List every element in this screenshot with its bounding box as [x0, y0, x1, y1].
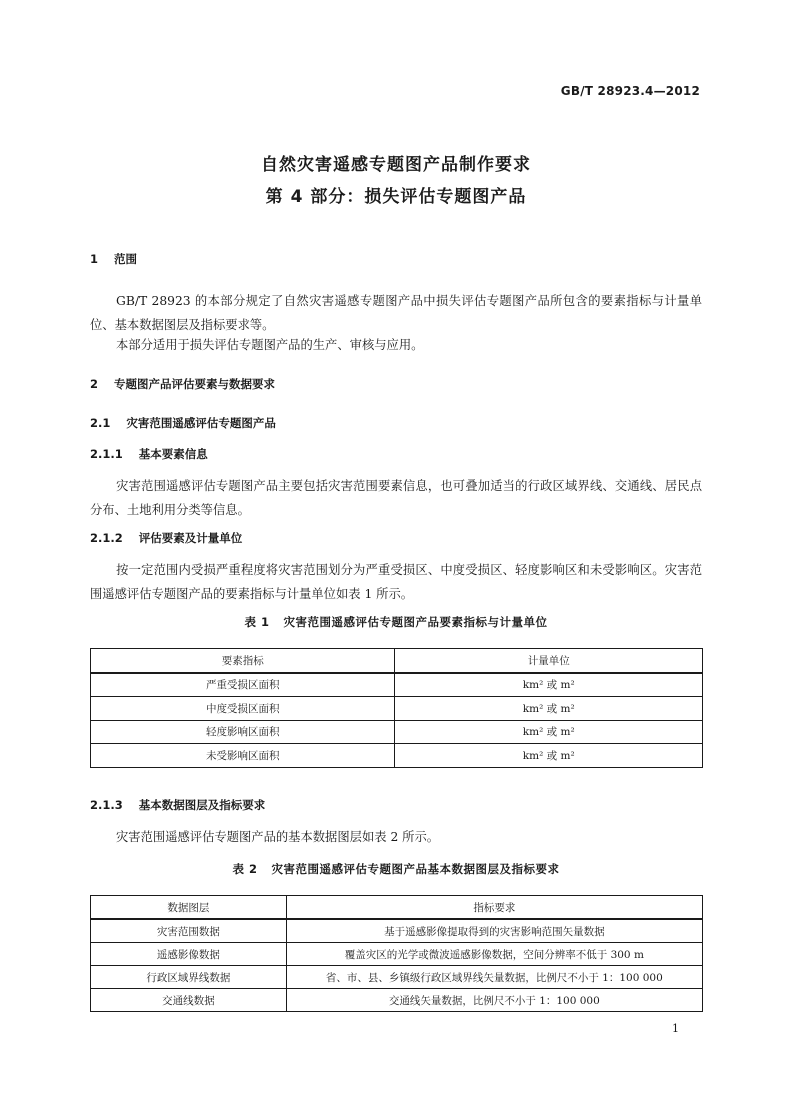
table-2-caption: 表 2 灾害范围遥感评估专题图产品基本数据图层及指标要求 [232, 862, 560, 876]
section-number: 2 [90, 377, 99, 391]
table-cell: km² 或 m² [395, 720, 703, 744]
section-number: 2.1.3 [90, 798, 123, 812]
section-title: 灾害范围遥感评估专题图产品 [126, 416, 276, 430]
table-cell: km² 或 m² [395, 697, 703, 721]
document-subtitle: 第 4 部分：损失评估专题图产品 [265, 187, 527, 207]
section-heading-2-1-1 [90, 446, 208, 462]
table-row [91, 720, 703, 744]
table-cell: km² 或 m² [395, 673, 703, 697]
paragraph: 本部分适用于损失评估专题图产品的生产、审核与应用。 [116, 338, 424, 352]
section-number: 1 [90, 252, 99, 266]
table-row [91, 989, 703, 1012]
table-cell: 交通线矢量数据，比例尺不小于 1：100 000 [286, 989, 702, 1012]
table-cell: 遥感影像数据 [91, 943, 287, 966]
table-row [91, 697, 703, 721]
table-row [91, 966, 703, 989]
table-cell: 省、市、县、乡镇级行政区域界线矢量数据，比例尺不小于 1：100 000 [286, 966, 702, 989]
table-cell: km² 或 m² [395, 744, 703, 768]
section-heading-2-1-3 [90, 797, 265, 813]
table-header-row [91, 896, 703, 920]
section-heading-2 [90, 376, 275, 392]
paragraph: 灾害范围遥感评估专题图产品主要包括灾害范围要素信息，也可叠加适当的行政区域界线、交通线、居民点分布、土地利用分类等信息。 [90, 479, 702, 517]
table-1 [90, 648, 703, 768]
section-heading-2-1 [90, 415, 276, 431]
paragraph: 按一定范围内受损严重程度将灾害范围划分为严重受损区、中度受损区、轻度影响区和未受影响区。灾害范围遥感评估专题图产品的要素指标与计量单位如表 1 所示。 [90, 563, 702, 601]
paragraph: GB/T 28923 的本部分规定了自然灾害遥感专题图产品中损失评估专题图产品所包含的要素指标与计量单位、基本数据图层及指标要求等。 [90, 294, 702, 332]
table-row [91, 943, 703, 966]
document-title: 自然灾害遥感专题图产品制作要求 [261, 155, 531, 175]
table-header-cell: 指标要求 [286, 896, 702, 920]
section-title: 评估要素及计量单位 [138, 531, 243, 545]
table-header-cell: 数据图层 [91, 896, 287, 920]
paragraph: 灾害范围遥感评估专题图产品的基本数据图层如表 2 所示。 [116, 830, 440, 844]
table-header-row [91, 649, 703, 673]
table-cell: 交通线数据 [91, 989, 287, 1012]
section-number: 2.1 [90, 416, 111, 430]
section-title: 专题图产品评估要素与数据要求 [114, 377, 276, 391]
table-cell: 灾害范围数据 [91, 919, 287, 943]
table-cell: 覆盖灾区的光学或微波遥感影像数据，空间分辨率不低于 300 m [286, 943, 702, 966]
table-cell: 基于遥感影像提取得到的灾害影响范围矢量数据 [286, 919, 702, 943]
section-title: 基本数据图层及指标要求 [138, 798, 266, 812]
standard-number: GB/T 28923.4—2012 [560, 84, 700, 98]
table-row [91, 744, 703, 768]
section-title: 范围 [114, 252, 138, 266]
section-heading-2-1-2 [90, 530, 242, 546]
table-cell: 未受影响区面积 [91, 744, 395, 768]
table-row [91, 919, 703, 943]
table-cell: 中度受损区面积 [91, 697, 395, 721]
section-title: 基本要素信息 [138, 447, 208, 461]
table-header-cell: 计量单位 [395, 649, 703, 673]
table-row [91, 673, 703, 697]
section-number: 2.1.1 [90, 447, 123, 461]
section-number: 2.1.2 [90, 531, 123, 545]
section-heading-1 [90, 251, 137, 267]
table-cell: 行政区域界线数据 [91, 966, 287, 989]
table-header-cell: 要素指标 [91, 649, 395, 673]
table-cell: 严重受损区面积 [91, 673, 395, 697]
page-number: 1 [672, 1022, 679, 1035]
table-2 [90, 895, 703, 1012]
table-cell: 轻度影响区面积 [91, 720, 395, 744]
table-1-caption: 表 1 灾害范围遥感评估专题图产品要素指标与计量单位 [244, 615, 548, 629]
